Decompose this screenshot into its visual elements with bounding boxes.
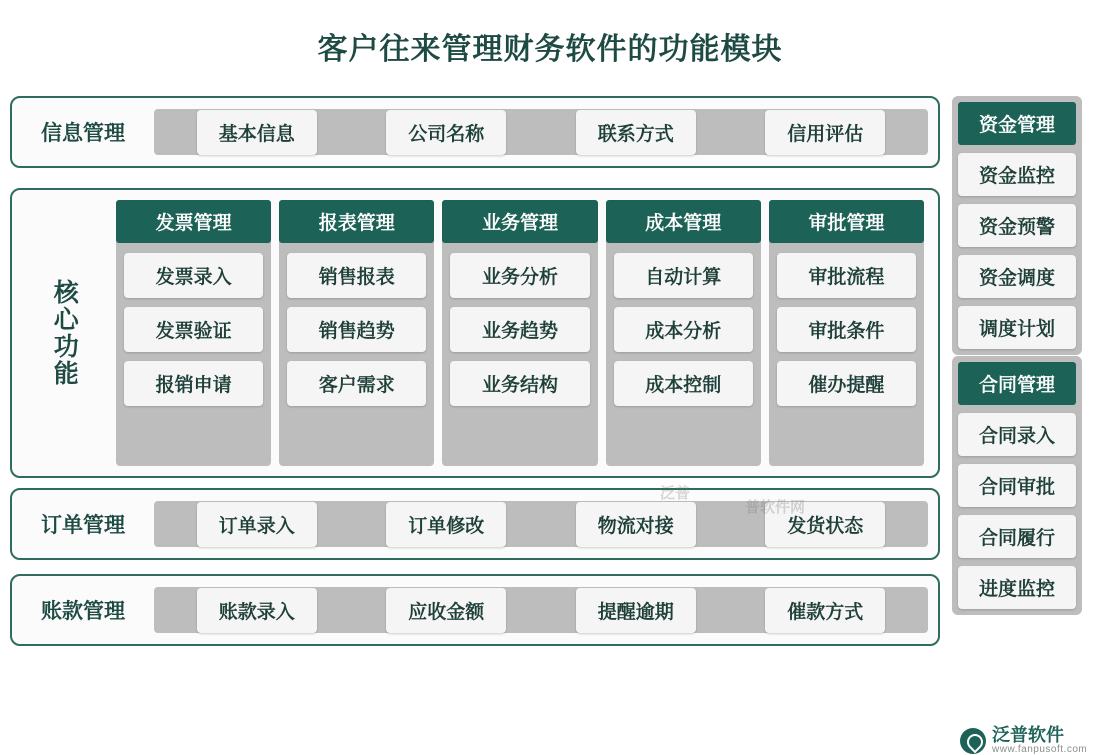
column-item[interactable]: 销售报表 (287, 253, 426, 298)
chip-item[interactable]: 发货状态 (765, 502, 885, 547)
side-item[interactable]: 资金监控 (958, 153, 1076, 196)
side-item[interactable]: 资金调度 (958, 255, 1076, 298)
column-item[interactable]: 客户需求 (287, 361, 426, 406)
column-header: 成本管理 (606, 200, 761, 243)
watermark-text: 普软件网 (745, 499, 806, 516)
side-item[interactable]: 合同录入 (958, 413, 1076, 456)
section-account-management (10, 574, 940, 646)
section-information-management (10, 96, 940, 168)
side-item[interactable]: 资金预警 (958, 204, 1076, 247)
side-item[interactable]: 合同审批 (958, 464, 1076, 507)
section-contract-management (952, 356, 1082, 615)
core-column-business (442, 200, 597, 466)
chip-item[interactable]: 应收金额 (386, 588, 506, 633)
column-item[interactable]: 业务分析 (450, 253, 589, 298)
section-core-functions (10, 188, 940, 478)
side-item[interactable]: 调度计划 (958, 306, 1076, 349)
section-fund-management (952, 96, 1082, 355)
company-logo (960, 726, 1087, 755)
column-header: 审批管理 (769, 200, 924, 243)
chip-item[interactable]: 订单录入 (197, 502, 317, 547)
side-item[interactable]: 合同履行 (958, 515, 1076, 558)
chip-strip (154, 501, 928, 547)
chip-item[interactable]: 公司名称 (386, 110, 506, 155)
logo-mark-icon (960, 728, 986, 754)
section-label: 账款管理 (41, 600, 125, 623)
column-item[interactable]: 报销申请 (124, 361, 263, 406)
column-item[interactable]: 业务结构 (450, 361, 589, 406)
column-header: 业务管理 (442, 200, 597, 243)
column-item[interactable]: 成本控制 (614, 361, 753, 406)
section-order-management (10, 488, 940, 560)
chip-item[interactable]: 订单修改 (386, 502, 506, 547)
chip-item[interactable]: 信用评估 (765, 110, 885, 155)
column-item[interactable]: 业务趋势 (450, 307, 589, 352)
chip-strip (154, 587, 928, 633)
column-item[interactable]: 审批流程 (777, 253, 916, 298)
core-column-report (279, 200, 434, 466)
chip-strip (154, 109, 928, 155)
column-item[interactable]: 销售趋势 (287, 307, 426, 352)
core-column-cost (606, 200, 761, 466)
column-item[interactable]: 成本分析 (614, 307, 753, 352)
logo-name: 泛普软件 (992, 725, 1064, 745)
column-item[interactable]: 催办提醒 (777, 361, 916, 406)
section-label: 订单管理 (41, 514, 125, 537)
core-column-invoice (116, 200, 271, 466)
column-item[interactable]: 发票验证 (124, 307, 263, 352)
chip-item[interactable]: 催款方式 (765, 588, 885, 633)
chip-item[interactable]: 提醒逾期 (576, 588, 696, 633)
core-label-text: 核心功能 (50, 279, 79, 387)
section-header: 资金管理 (958, 102, 1076, 145)
page-title: 客户往来管理财务软件的功能模块 (317, 33, 783, 66)
watermark-text: 泛普 (660, 485, 691, 502)
chip-item[interactable]: 联系方式 (576, 110, 696, 155)
column-header: 报表管理 (279, 200, 434, 243)
side-item[interactable]: 进度监控 (958, 566, 1076, 609)
diagram-canvas (0, 78, 1100, 755)
column-header: 发票管理 (116, 200, 271, 243)
section-header: 合同管理 (958, 362, 1076, 405)
column-item[interactable]: 发票录入 (124, 253, 263, 298)
column-item[interactable]: 自动计算 (614, 253, 753, 298)
chip-item[interactable]: 账款录入 (197, 588, 317, 633)
chip-item[interactable]: 物流对接 (576, 502, 696, 547)
logo-url: www.fanpusoft.com (992, 743, 1088, 755)
core-column-approval (769, 200, 924, 466)
column-item[interactable]: 审批条件 (777, 307, 916, 352)
chip-item[interactable]: 基本信息 (197, 110, 317, 155)
core-label (16, 200, 112, 466)
section-label: 信息管理 (41, 122, 125, 145)
